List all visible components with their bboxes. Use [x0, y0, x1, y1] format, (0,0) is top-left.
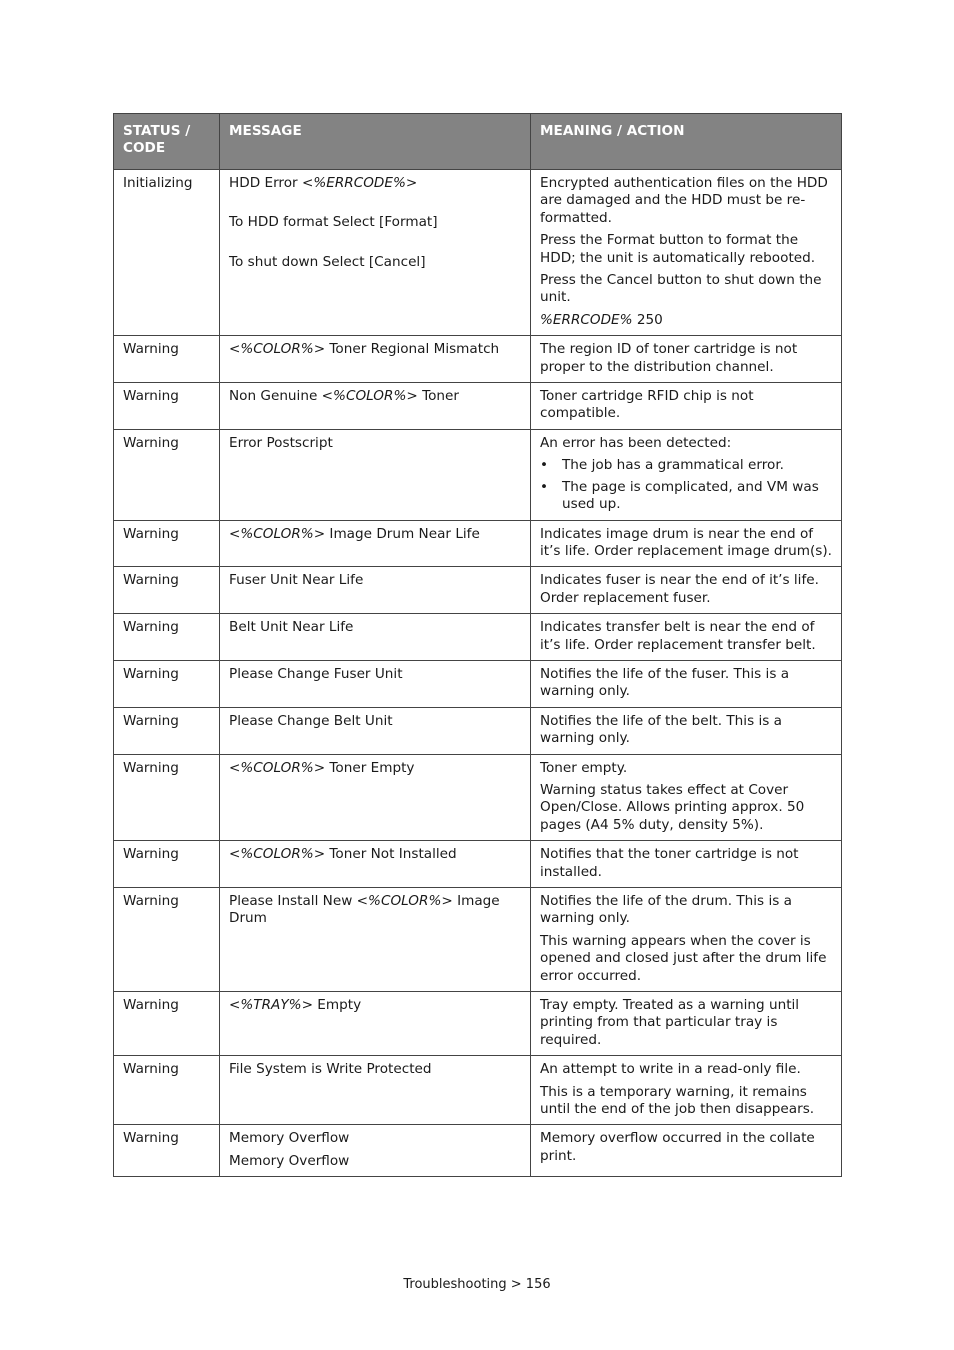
text-span: File System is Write Protected [229, 1061, 432, 1078]
table-row [114, 841, 842, 888]
message-cell [220, 660, 531, 707]
meaning-cell [531, 520, 842, 567]
variable-placeholder: <%COLOR%> [356, 893, 453, 909]
text-span: Empty [312, 997, 362, 1014]
meaning-paragraph [540, 232, 832, 267]
message-cell [220, 614, 531, 661]
text-span: The region ID of toner cartridge is not proper to the distribution channel. [540, 341, 798, 375]
status-cell: Initializing [114, 170, 220, 336]
page-footer: Troubleshooting > 156 [403, 1277, 551, 1292]
text-span: To HDD format Select [Format] [229, 214, 438, 231]
text-span: Toner [417, 388, 459, 405]
message-cell [220, 336, 531, 383]
message-cell [220, 992, 531, 1056]
text-span: Notifies the life of the belt. This is a warning only. [540, 712, 782, 747]
message-line [229, 388, 521, 405]
table-row [114, 520, 842, 567]
meaning-paragraph [540, 435, 832, 452]
text-span: Press the Cancel button to shut down the unit. [540, 272, 822, 306]
text-span: Please Change Belt Unit [229, 712, 393, 729]
message-cell [220, 429, 531, 520]
meaning-paragraph [540, 388, 832, 423]
meaning-paragraph [540, 782, 832, 834]
meaning-paragraph [540, 272, 832, 307]
variable-placeholder: <%TRAY%> [229, 997, 313, 1014]
table-row [114, 336, 842, 383]
variable-placeholder: <%COLOR%> [321, 388, 418, 405]
status-cell: Warning [114, 429, 220, 520]
status-cell: Warning [114, 660, 220, 707]
message-line [229, 526, 521, 543]
meaning-paragraph [540, 933, 832, 985]
message-cell [220, 1125, 531, 1177]
message-cell [220, 170, 531, 336]
table-row [114, 614, 842, 661]
meaning-cell [531, 1056, 842, 1125]
meaning-paragraph [540, 666, 832, 701]
text-span: Notifies that the toner cartridge is not installed. [540, 846, 799, 880]
status-cell: Warning [114, 1056, 220, 1125]
status-cell: Warning [114, 888, 220, 992]
meaning-paragraph [540, 713, 832, 748]
status-cell: Warning [114, 992, 220, 1056]
meaning-paragraph [540, 893, 832, 928]
text-span: Press the Format button to format the HDD; the unit is automatically rebooted. [540, 232, 816, 266]
text-span: Toner Regional Mismatch [325, 341, 500, 358]
text-span: Warning status takes effect at Cover Open/Close. Allows printing approx. 50 pages (A4 5% duty, density 5%). [540, 781, 805, 833]
text-span: Memory Overflow [229, 1152, 350, 1169]
message-line [229, 341, 521, 358]
text-span: Toner empty. [540, 759, 628, 776]
status-cell: Warning [114, 520, 220, 567]
meaning-paragraph [540, 1061, 832, 1078]
meaning-cell [531, 567, 842, 614]
message-line [229, 713, 521, 730]
status-cell: Warning [114, 707, 220, 754]
text-span: HDD Error [229, 175, 302, 191]
status-cell: Warning [114, 1125, 220, 1177]
text-span: To shut down Select [Cancel] [229, 253, 426, 270]
table-row [114, 1125, 842, 1177]
message-line [229, 760, 521, 777]
message-line [229, 1061, 521, 1078]
text-span: Toner Not Installed [325, 846, 457, 863]
variable-placeholder: <%ERRCODE%> [301, 175, 418, 191]
text-span: Please Install New [229, 893, 357, 909]
table-row [114, 888, 842, 992]
table-body [114, 170, 842, 1177]
header-message: MESSAGE [220, 114, 531, 170]
message-cell [220, 567, 531, 614]
text-span: An attempt to write in a read-only file. [540, 1061, 801, 1078]
meaning-paragraph [540, 572, 832, 607]
text-span: Toner Empty [325, 759, 415, 776]
table-row [114, 1056, 842, 1125]
text-span: Belt Unit Near Life [229, 619, 354, 636]
table-row [114, 170, 842, 336]
meaning-cell [531, 1125, 842, 1177]
meaning-paragraph [540, 1130, 832, 1165]
text-span: Notifies the life of the fuser. This is a warning only. [540, 665, 790, 700]
message-cell [220, 841, 531, 888]
message-cell [220, 383, 531, 430]
text-span: Indicates transfer belt is near the end of it’s life. Order replacement transfer belt. [540, 619, 816, 653]
message-cell [220, 754, 531, 841]
message-line [229, 254, 521, 271]
text-span: Image Drum [229, 893, 500, 927]
meaning-cell [531, 336, 842, 383]
message-line [229, 214, 521, 231]
meaning-paragraph [540, 846, 832, 881]
meaning-paragraph [540, 1084, 832, 1119]
table-row [114, 383, 842, 430]
message-line [229, 619, 521, 636]
message-line [229, 997, 521, 1014]
message-cell [220, 520, 531, 567]
meaning-paragraph [540, 997, 832, 1049]
message-cell [220, 707, 531, 754]
message-line [229, 435, 521, 452]
meaning-cell [531, 383, 842, 430]
status-cell: Warning [114, 754, 220, 841]
message-line [229, 175, 521, 192]
message-cell [220, 888, 531, 992]
header-status: STATUS / CODE [114, 114, 220, 170]
table-row [114, 992, 842, 1056]
text-span: Non Genuine [229, 388, 322, 405]
message-line [229, 1153, 521, 1170]
error-table [113, 113, 842, 1177]
meaning-cell [531, 707, 842, 754]
meaning-cell [531, 614, 842, 661]
text-span: This is a temporary warning, it remains until the end of the job then disappears. [540, 1083, 815, 1118]
text-span: Indicates fuser is near the end of it’s life. Order replacement fuser. [540, 572, 819, 606]
table-row [114, 567, 842, 614]
text-span: Fuser Unit Near Life [229, 572, 364, 589]
variable-placeholder: <%COLOR%> [229, 341, 326, 358]
table-row [114, 429, 842, 520]
text-span: This warning appears when the cover is opened and closed just after the drum life error occurred. [540, 932, 827, 984]
text-span: Toner cartridge RFID chip is not compatible. [540, 388, 754, 422]
text-span: 250 [632, 311, 663, 328]
meaning-cell [531, 888, 842, 992]
variable-placeholder: <%COLOR%> [229, 846, 326, 863]
message-line [229, 572, 521, 589]
text-span: Memory Overflow [229, 1130, 350, 1147]
status-cell: Warning [114, 614, 220, 661]
header-meaning: MEANING / ACTION [531, 114, 842, 170]
meaning-cell [531, 429, 842, 520]
variable-placeholder: <%COLOR%> [229, 525, 326, 542]
meaning-cell [531, 170, 842, 336]
table-row [114, 754, 842, 841]
meaning-paragraph [540, 312, 832, 329]
table-row [114, 707, 842, 754]
text-span: Please Change Fuser Unit [229, 665, 403, 682]
variable-placeholder: <%COLOR%> [229, 759, 326, 776]
bullet-list [540, 457, 832, 513]
status-cell: Warning [114, 383, 220, 430]
meaning-paragraph [540, 175, 832, 227]
text-span: Encrypted authentication files on the HDD are damaged and the HDD must be re-formatted. [540, 175, 828, 226]
status-cell: Warning [114, 567, 220, 614]
bullet-item: • The page is complicated, and VM was used up. [540, 479, 832, 514]
status-cell: Warning [114, 336, 220, 383]
meaning-cell [531, 841, 842, 888]
meaning-paragraph [540, 760, 832, 777]
meaning-paragraph [540, 341, 832, 376]
variable-placeholder: %ERRCODE% [540, 311, 633, 328]
table-row [114, 660, 842, 707]
text-span: An error has been detected: [540, 434, 732, 451]
message-cell [220, 1056, 531, 1125]
meaning-cell [531, 754, 842, 841]
text-span: Indicates image drum is near the end of it’s life. Order replacement image drum(s). [540, 525, 832, 559]
meaning-cell [531, 660, 842, 707]
message-line [229, 846, 521, 863]
bullet-item: • The job has a grammatical error. [540, 457, 832, 474]
status-cell: Warning [114, 841, 220, 888]
text-span: Image Drum Near Life [325, 525, 480, 542]
text-span: Notifies the life of the drum. This is a warning only. [540, 893, 792, 927]
meaning-cell [531, 992, 842, 1056]
meaning-paragraph [540, 619, 832, 654]
text-span: Tray empty. Treated as a warning until printing from that particular tray is required. [540, 997, 800, 1048]
message-line [229, 1130, 521, 1147]
meaning-paragraph [540, 526, 832, 561]
message-line [229, 666, 521, 683]
text-span: Memory overflow occurred in the collate print. [540, 1130, 815, 1164]
message-line [229, 893, 521, 928]
table-header-row [114, 114, 842, 170]
text-span: Error Postscript [229, 434, 333, 451]
